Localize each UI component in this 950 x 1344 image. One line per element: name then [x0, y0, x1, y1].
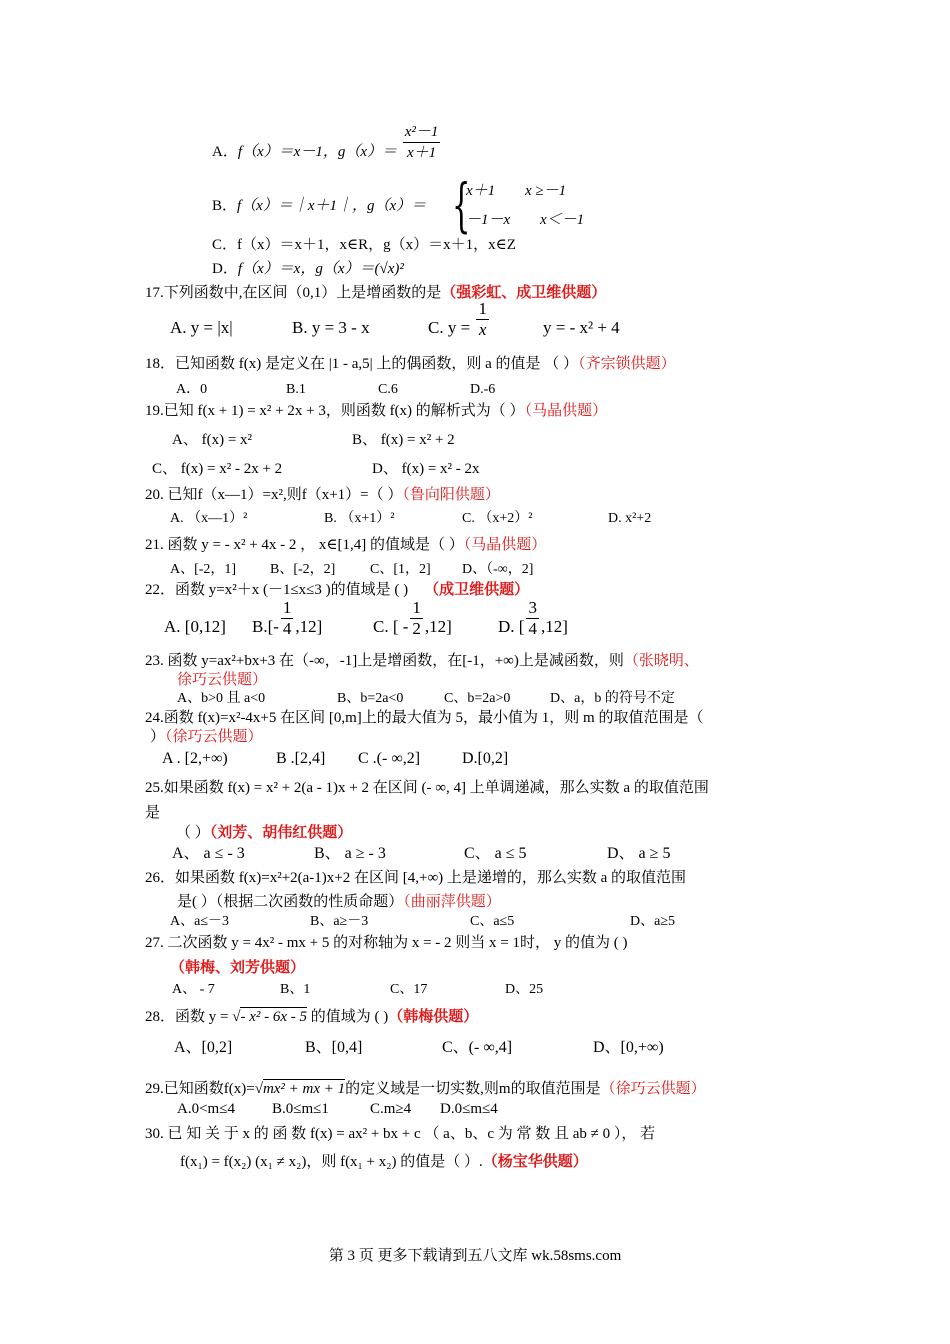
q21-option-d: D、（-∞，2]	[462, 562, 534, 577]
q25-stem-cont: 是	[145, 805, 161, 821]
q30-stem: 30. 已 知 关 于 x 的 函 数 f(x) = ax² + bx + c （ a、b、c 为 常 数 且 ab ≠ 0 ）， 若	[145, 1126, 656, 1142]
q18-option-c: C.6	[378, 382, 398, 397]
q29-option-c: C.m≥4	[370, 1101, 412, 1117]
q28-option-c: C、(- ∞,4]	[442, 1039, 513, 1056]
q20-option-a: A. （x—1）²	[170, 511, 248, 526]
q18-option-b: B.1	[286, 382, 306, 397]
q24-option-a: A . [2,+∞)	[162, 750, 228, 767]
q24-stem: 24.函数 f(x)=x²-4x+5 在区间 [0,m]上的最大值为 5，最小值为 1，则 m 的取值范围是（	[145, 710, 704, 726]
q25-stem: 25.如果函数 f(x) = x² + 2(a - 1)x + 2 在区间 (- ∞, 4] 上单调递减，那么实数 a 的取值范围	[145, 780, 709, 796]
q24-option-b: B .[2,4]	[276, 750, 326, 767]
q17-option-a: A. y = |x|	[170, 318, 233, 337]
q16-option-c: C．f（x）＝x＋1，x∈R，g（x）＝x＋1，x∈Z	[212, 237, 516, 253]
q19-option-c: C、 f(x) = x² - 2x + 2	[152, 461, 283, 477]
q25-option-d: D、 a ≥ 5	[607, 845, 671, 862]
q21-option-c: C、[1，2]	[370, 562, 431, 577]
q21-stem: 21. 函数 y = - x² + 4x - 2 ， x∈[1,4] 的值域是（ ）（马晶供题）	[145, 537, 547, 553]
q27-credit: （韩梅、刘芳供题）	[170, 960, 306, 976]
q27-option-b: B、1	[280, 982, 311, 997]
q27-stem: 27. 二次函数 y = 4x² - mx + 5 的对称轴为 x = - 2 则当 x = 1时， y 的值为 ( )	[145, 935, 628, 951]
q22-stem: 22．函数 y=x²＋x (－1≤x≤3 )的值域是 ( ) （成卫维供题）	[145, 582, 530, 598]
q24-stem-cont: ）（徐巧云供题）	[150, 729, 263, 745]
q28-option-d: D、[0,+∞)	[593, 1039, 664, 1056]
q25-option-b: B、 a ≥ - 3	[314, 845, 386, 862]
q25-option-a: A、 a ≤ - 3	[172, 845, 245, 862]
q28-option-a: A、[0,2]	[174, 1039, 233, 1056]
q17-option-c: C. y = $\frac{1}{x}$	[428, 298, 487, 339]
q29-stem: 29.已知函数f(x)=√mx² + mx + 1的定义域是一切实数,则m的取值范围是（徐巧云供题）	[145, 1081, 706, 1097]
q23-option-d: D、a，b 的符号不定	[550, 691, 675, 706]
q16-b-case2: －1－x	[466, 212, 511, 228]
q17-stem: 17.下列函数中,在区间（0,1）上是增函数的是（强彩虹、成卫维供题）	[145, 285, 607, 301]
q29-option-b: B.0≤m≤1	[272, 1101, 329, 1117]
q18-option-a: A．0	[176, 382, 208, 397]
q24-option-c: C .(- ∞,2]	[358, 750, 421, 767]
q22-option-c: C. [ - $\frac{1}{2}$ ,12]	[373, 597, 452, 638]
q25-paren: （ ）（刘芳、胡伟红供题）	[176, 825, 353, 841]
q26-option-c: C、a≤5	[470, 914, 515, 929]
q25-option-c: C、 a ≤ 5	[464, 845, 527, 862]
q28-stem: 28．函数 y = √- x² - 6x - 5 的值域为 ( )（韩梅供题）	[145, 1009, 479, 1025]
q22-option-d: D. [ $\frac{3}{4}$ ,12]	[498, 597, 568, 638]
q23-stem: 23. 函数 y=ax²+bx+3 在（-∞，-1]上是增函数，在[-1，+∞)上是减函数，则（张晓明、	[145, 653, 699, 669]
q29-option-d: D.0≤m≤4	[440, 1101, 498, 1117]
q20-option-d: D. x²+2	[608, 511, 652, 526]
q20-option-b: B. （x+1）²	[324, 511, 395, 526]
q19-option-d: D、 f(x) = x² - 2x	[372, 461, 480, 477]
page-footer: 第 3 页 更多下载请到五八文库 wk.58sms.com	[328, 1248, 622, 1264]
q27-option-a: A、 - 7	[172, 982, 215, 997]
q20-stem: 20. 已知f（x—1）=x²,则f（x+1）=（ ）（鲁向阳供题）	[145, 487, 500, 503]
q21-option-b: B、[-2，2]	[270, 562, 336, 577]
q22-option-a: A. [0,12]	[164, 617, 226, 636]
q26-option-b: B、a≥－3	[310, 914, 369, 929]
q26-option-a: A、a≤－3	[170, 914, 230, 929]
q16-b-case1: x＋1	[466, 183, 496, 199]
q17-option-d: y = - x² + 4	[543, 318, 620, 337]
q22-option-b: B.[- $\frac{1}{4}$ ,12]	[252, 597, 323, 638]
q27-option-d: D、25	[505, 982, 544, 997]
q18-stem: 18．已知函数 f(x) 是定义在 |1 - a,5| 上的偶函数，则 a 的值是 （ ）（齐宗锁供题）	[145, 356, 676, 372]
q17-option-b: B. y = 3 - x	[292, 318, 370, 337]
q18-option-d: D.-6	[470, 382, 496, 397]
q19-stem: 19.已知 f(x + 1) = x² + 2x + 3，则函数 f(x) 的解析式为（ ）（马晶供题）	[145, 403, 608, 419]
q26-option-d: D、a≥5	[630, 914, 676, 929]
q16-option-b: B．f（x）＝｜x＋1｜，g（x）＝	[212, 198, 427, 214]
q26-stem: 26．如果函数 f(x)=x²+2(a-1)x+2 在区间 [4,+∞) 上是递增的，那么实数 a 的取值范围	[145, 870, 687, 886]
q16-b-case1-cond: x ≥－1	[525, 183, 567, 199]
q21-option-a: A、[-2，1]	[170, 562, 237, 577]
q29-option-a: A.0<m≤4	[177, 1101, 235, 1117]
q23-credit: 徐巧云供题）	[177, 672, 268, 688]
q30-stem-cont: f(x₁) = f(x₂) (x₁ ≠ x₂)，则 f(x₁ + x₂) 的值是（ ）.（杨宝华供题）	[180, 1154, 588, 1170]
q19-option-b: B、 f(x) = x² + 2	[352, 432, 455, 448]
q27-option-c: C、17	[390, 982, 428, 997]
q26-stem-cont: 是( ）（根据二次函数的性质命题）（曲丽萍供题）	[177, 894, 501, 910]
q24-option-d: D.[0,2]	[462, 750, 509, 767]
piecewise-brace: {	[452, 171, 471, 239]
q28-option-b: B、[0,4]	[305, 1039, 363, 1056]
q23-option-b: B、b=2a<0	[337, 691, 404, 706]
q16-option-d: D．f（x）＝x，g（x）＝(√x)²	[212, 261, 404, 277]
q19-option-a: A、 f(x) = x²	[172, 432, 253, 448]
q23-option-a: A、b>0 且 a<0	[177, 691, 266, 706]
q20-option-c: C. （x+2）²	[462, 511, 533, 526]
q23-option-c: C、b=2a>0	[444, 691, 511, 706]
q16-option-a: A．f（x）＝x－1，g（x）＝ $\frac{\text{x²－1}}{x+1}$	[212, 124, 439, 162]
q16-b-case2-cond: x＜－1	[540, 212, 585, 228]
